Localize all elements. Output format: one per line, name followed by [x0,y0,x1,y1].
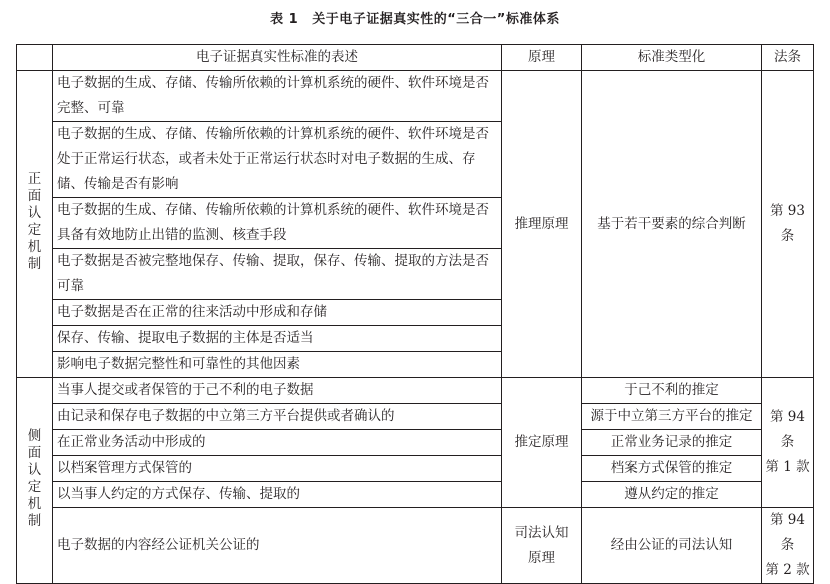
standard-desc: 以当事人约定的方式保存、传输、提取的 [53,482,502,508]
type-positive: 基于若干要素的综合判断 [582,71,762,378]
type-cell: 于己不利的推定 [582,378,762,404]
standard-desc: 电子数据的生成、存储、传输所依赖的计算机系统的硬件、软件环境是否完整、可靠 [53,71,502,122]
type-cell: 档案方式保管的推定 [582,456,762,482]
standard-desc: 电子数据的内容经公证机关公证的 [53,508,502,584]
principle-side: 推定原理 [502,378,582,508]
table-row [17,378,814,404]
law-side-line1: 第 94 条 [770,409,805,450]
type-cell: 正常业务记录的推定 [582,430,762,456]
type-cell: 遵从约定的推定 [582,482,762,508]
law-judicial-line2: 第 2 款 [765,562,810,578]
header-principle: 原理 [502,45,582,71]
header-law: 法条 [762,45,814,71]
group-label-positive: 正 面 认 定 机 制 [17,71,53,378]
law-side [762,378,814,508]
group-label-side: 侧 面 认 定 机 制 [17,378,53,584]
header-row [17,45,814,71]
table-row [17,508,814,584]
standard-desc: 电子数据的生成、存储、传输所依赖的计算机系统的硬件、软件环境是否具备有效地防止出错的监测、核查手段 [53,198,502,249]
standard-desc: 当事人提交或者保管的于己不利的电子数据 [53,378,502,404]
table-row [17,456,814,482]
header-type: 标准类型化 [582,45,762,71]
standard-desc: 以档案管理方式保管的 [53,456,502,482]
table-number: 表 1 [270,12,299,27]
principle-positive: 推理原理 [502,71,582,378]
law-positive: 第 93 条 [762,71,814,378]
standard-desc: 影响电子数据完整性和可靠性的其他因素 [53,352,502,378]
table-caption [0,8,830,27]
table-title: 关于电子证据真实性的“三合一”标准体系 [312,12,560,27]
table-row [17,71,814,122]
table-row [17,404,814,430]
table-row [17,482,814,508]
standard-desc: 电子数据的生成、存储、传输所依赖的计算机系统的硬件、软件环境是否处于正常运行状态，或者未处于正常运行状态时对电子数据的生成、存储、传输是否有影响 [53,122,502,198]
principle-judicial [502,508,582,584]
header-corner [17,45,53,71]
law-judicial-line1: 第 94 条 [770,512,805,553]
header-desc: 电子证据真实性标准的表述 [53,45,502,71]
standard-desc: 在正常业务活动中形成的 [53,430,502,456]
type-cell: 经由公证的司法认知 [582,508,762,584]
principle-judicial-line2: 原理 [528,549,555,566]
standards-table [16,44,814,584]
law-judicial [762,508,814,584]
table-row [17,430,814,456]
type-cell: 源于中立第三方平台的推定 [582,404,762,430]
standard-desc: 电子数据是否在正常的往来活动中形成和存储 [53,300,502,326]
standard-desc: 保存、传输、提取电子数据的主体是否适当 [53,326,502,352]
standard-desc: 由记录和保存电子数据的中立第三方平台提供或者确认的 [53,404,502,430]
principle-judicial-line1: 司法认知 [514,524,569,541]
standard-desc: 电子数据是否被完整地保存、传输、提取，保存、传输、提取的方法是否可靠 [53,249,502,300]
law-side-line2: 第 1 款 [765,459,810,475]
